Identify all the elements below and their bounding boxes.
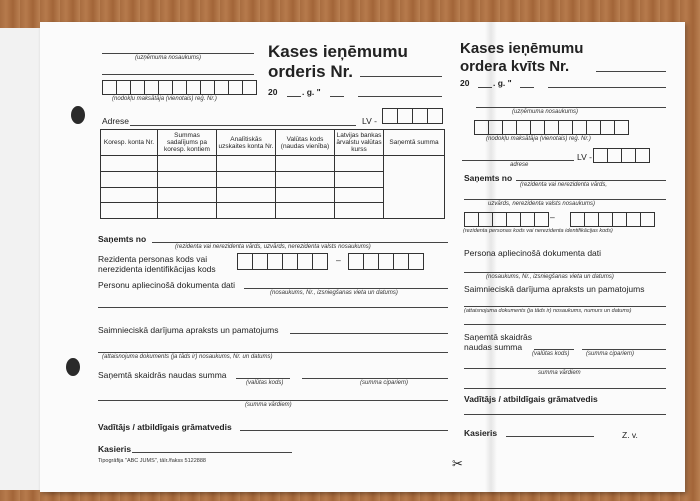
receipt-taxpayer-hint: (nodokļu maksātāja (vienotais) reģ. Nr.) [486,136,591,142]
receipt-personal-code-hint: (rezidenta personas kods vai nerezidenta identifikācijas kods) [463,228,613,234]
org-name-hint: (uzņēmuma nosaukums) [135,55,202,61]
order-year-line [287,96,301,97]
receipt-month-line [548,87,666,88]
postal-code-boxes [382,108,442,124]
printer-note: Tipogrāfija "ABC JUMS", tālr./fakss 5122888 [98,458,206,464]
id-document-label: Personu apliecinošā dokumenta dati [98,280,236,290]
order-month-line [358,96,442,97]
received-from-label: Saņemts no [98,234,147,244]
receipt-received-from-line-2 [464,199,666,200]
receipt-title-line2: ordera kvīts Nr. [460,58,570,75]
col-header-sum-split: Summas sadalījums pa koresp. kontiem [158,130,217,156]
receipt-postal-boxes [593,148,649,163]
order-title-line2: orderis Nr. [268,62,354,81]
receipt-manager-line [464,414,666,415]
received-from-line [152,242,448,243]
receipt-id-document-line [464,272,666,273]
receipt-year-prefix: 20 [460,78,470,88]
receipt-title-line1: Kases ieņēmumu [460,40,584,57]
id-document-hint: (nosaukums, Nr., izsniegšanas vieta un datums) [270,290,398,296]
receipt-address-line [462,160,574,161]
receipt-date-label: . g. " [493,78,512,88]
sum-words-line [98,400,448,401]
transaction-label: Saimnieciskā darījuma apraksts un pamatojums [98,325,279,335]
transaction-line [290,333,448,334]
taxpayer-code-hint: (nodokļu maksātāja (vienotais) reģ. Nr.) [112,96,217,102]
cash-sum-label: Saņemtā skaidrās naudas summa [98,370,227,380]
receipt-lv-label: LV - [577,152,592,162]
receipt-received-from-line [516,180,666,181]
receipt-address-hint: adrese [510,162,529,168]
id-document-line-2 [98,307,448,308]
receipt-cash-label-1: Saņemtā skaidrās [464,332,533,342]
receipt-manager-label: Vadītājs / atbildīgais grāmatvedis [464,394,598,404]
receipt-currency-line [534,349,574,350]
receipt-received-from-hint-1: (rezidenta vai nerezidenta vārds, [520,182,608,188]
booklet-cover-edge [0,28,43,490]
binding-hole-top [71,106,85,124]
col-header-corr-account: Koresp. konta Nr. [101,130,158,156]
currency-code-hint: (valūtas kods) [246,380,284,386]
receipt-year-line [478,87,492,88]
org-name-line-2 [102,74,254,75]
id-document-line [244,288,448,289]
org-name-line [102,53,254,54]
transaction-hint: (attaisnojuma dokuments (ja tāds ir) nosaukums, Nr. un datums) [102,354,273,360]
address-label: Adrese [102,116,129,126]
sum-words-hint: (summa vārdiem) [245,402,292,408]
personal-code-dash: – [336,255,341,265]
receipt-transaction-line-2 [464,324,666,325]
receipt-transaction-line [464,306,666,307]
receipt-day-line [520,87,534,88]
receipt-personal-code-part1 [464,212,548,227]
receipt-received-from-label: Saņemts no [464,173,513,183]
receipt-cash-label-2: naudas summa [464,342,523,352]
table-row [101,156,445,172]
address-line [130,125,356,126]
receipt-number-line [596,71,666,72]
lv-label: LV - [362,116,377,126]
personal-code-label-2: nerezidenta identifikācijas kods [98,264,216,274]
receipt-personal-code-part2 [570,212,654,227]
cashier-signature-line [132,452,292,453]
receipt-personal-code-dash: – [550,212,555,222]
received-from-hint: (rezidenta vai nerezidenta vārds, uzvārds, nerezidenta valsts nosaukums) [175,244,371,250]
taxpayer-code-boxes [102,80,256,95]
col-header-received-sum: Saņemtā summa [384,130,445,156]
col-header-currency-code: Valūtas kods (naudas vienība) [276,130,335,156]
receipt-currency-hint: (valūtas kods) [532,351,570,357]
receipt-sum-words-line [464,368,666,369]
manager-signature-line [240,430,448,431]
order-number-line [360,76,442,77]
receipt-taxpayer-boxes [474,120,628,135]
receipt-sum-digits-line [582,349,666,350]
currency-code-line [236,378,290,379]
receipt-cashier-line [506,436,594,437]
receipt-transaction-hint: (attaisnojuma dokuments (ja tāds ir) nosaukums, numurs un datums) [464,308,632,314]
sum-digits-line [302,378,448,379]
transaction-line-2 [98,352,448,353]
personal-code-boxes-part2 [348,253,423,270]
personal-code-label-1: Rezidenta personas kods vai [98,254,208,264]
receipt-id-document-label: Persona apliecinošā dokumenta dati [464,248,602,258]
receipt-sum-words-line-2 [464,388,666,389]
receipt-org-line [476,107,666,108]
account-distribution-table [100,129,445,219]
order-title-line1: Kases ieņēmumu [268,42,408,61]
order-day-line [330,96,344,97]
receipt-id-document-hint: (nosaukums, Nr., izsniegšanas vieta un datums) [486,274,614,280]
col-header-analytic-account: Analītiskās uzskaites konta Nr. [217,130,276,156]
col-header-exchange-rate: Latvijas bankas ārvalstu valūtas kurss [335,130,384,156]
receipt-received-from-hint-2: uzvārds, nerezidenta valsts nosaukums) [488,201,596,207]
order-date-label: . g. " [302,87,321,97]
stamp-label: Z. v. [622,430,638,440]
receipt-cashier-label: Kasieris [464,428,498,438]
receipt-transaction-label: Saimnieciskā darījuma apraksts un pamatojums [464,284,645,294]
manager-label: Vadītājs / atbildīgais grāmatvedis [98,422,232,432]
order-year-prefix: 20 [268,87,278,97]
receipt-sum-words-hint: summa vārdiem [538,370,581,376]
receipt-sum-digits-hint: (summa cipariem) [586,351,635,357]
receipt-org-hint: (uzņēmuma nosaukums) [512,109,579,115]
binding-hole-bottom [66,358,80,376]
scissors-icon: ✂ [452,456,463,471]
sum-digits-hint: (summa cipariem) [360,380,409,386]
personal-code-boxes-part1 [237,253,327,270]
cashier-label: Kasieris [98,444,132,454]
cash-receipt-form-sheet [40,22,685,492]
